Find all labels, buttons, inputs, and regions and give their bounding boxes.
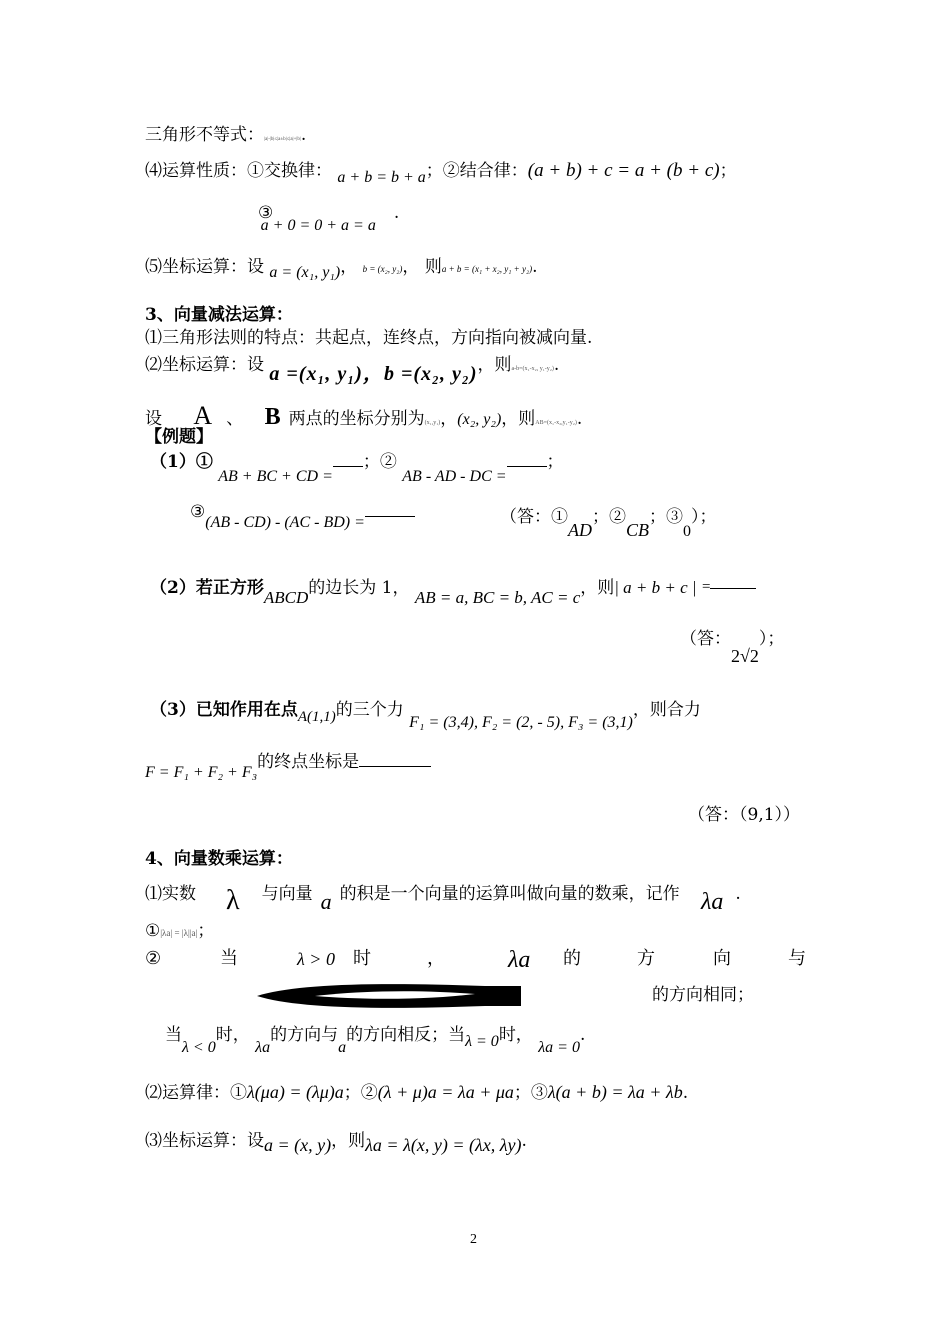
q3-line-2 — [145, 752, 431, 781]
period: . — [682, 1083, 689, 1103]
ans-label: （答：① — [500, 507, 568, 527]
period: . — [553, 355, 560, 375]
formula-faint: |a|-|b|≤|a±b|≤|a|+|b| — [264, 137, 301, 142]
q2-answer — [680, 624, 785, 666]
vector-a-coord: a = (x, y) — [264, 1135, 332, 1155]
scribble-image — [255, 982, 525, 1010]
same-direction-text: 的方向相同； — [652, 985, 754, 1005]
coordinate-sub-line — [145, 352, 560, 385]
magnitude-formula: |λa| = |λ||a| — [160, 928, 198, 938]
law-1: λ(μa) = (λμ)a — [247, 1082, 344, 1102]
q3-label: （3）已知作用在点 — [150, 700, 298, 720]
vector-a: a — [338, 1039, 347, 1056]
circled-1: ① — [145, 921, 161, 941]
lambda-positive: λ > 0 — [297, 949, 335, 969]
label: 的方向与 — [270, 1025, 339, 1045]
resultant-force: F = F₁ + F₂ + F₃ — [145, 764, 258, 781]
ab-faint: AB=(x₁-x₂,y₁-y₂) — [535, 420, 577, 426]
label: ，则 — [580, 578, 615, 598]
period: . — [532, 257, 538, 277]
punct: ；③ — [649, 507, 684, 527]
period: . — [393, 203, 400, 223]
period: . — [300, 125, 307, 145]
period: . — [579, 1025, 586, 1045]
word-dir2: 向 — [713, 948, 731, 969]
word-of: 的 — [563, 948, 581, 969]
punct: ， — [340, 257, 358, 277]
label: ，则合力 — [632, 700, 701, 720]
word-time: 时 — [353, 948, 371, 969]
q1-expr-1: AB + BC + CD = — [218, 468, 333, 485]
associative-formula: (a + b) + c = a + (b + c) — [527, 160, 720, 181]
label: 当 — [165, 1025, 182, 1045]
label: 两点的坐标分别为 — [288, 409, 425, 429]
ans-label: （答： — [680, 629, 731, 649]
label: ⑸坐标运算：设 — [145, 257, 264, 277]
word-dir1: 方 — [637, 948, 655, 969]
vector-a: a — [320, 889, 332, 914]
period: . — [576, 409, 583, 429]
q1-line-3 — [190, 502, 415, 531]
forces: F₁ = (3,4), F₂ = (2, - 5), F₃ = (3,1) — [409, 714, 633, 731]
vector-b-coord: b = (x₂, y₂) — [362, 264, 403, 274]
ans-3: 0 — [683, 523, 692, 540]
scalar-coord-formula: λa = λ(x, y) = (λx, λy) — [365, 1135, 522, 1155]
punct: ， — [440, 409, 458, 429]
section-3-title: 3、向量减法运算： — [145, 305, 293, 325]
ans-1: AD — [568, 520, 592, 540]
q3-line — [150, 700, 701, 731]
q1-line — [150, 452, 564, 485]
label: ；③ — [513, 1083, 548, 1103]
punct: ；② — [362, 452, 397, 472]
coordinate-add-line — [145, 257, 538, 281]
lambda-a: λa — [508, 947, 531, 973]
sep: 、 — [226, 409, 244, 429]
label: ⑶坐标运算：设 — [145, 1131, 264, 1151]
label: 的积是一个向量的运算叫做向量的数乘，记作 — [339, 884, 680, 904]
law-2: (λ + μ)a = λa + μa — [377, 1082, 514, 1102]
point-a: A — [193, 401, 213, 430]
punct: ； — [719, 161, 737, 181]
lambda-a: λa — [700, 889, 724, 915]
commutative-formula: a + b = b + a — [337, 169, 426, 186]
label: 的三个力 — [335, 700, 404, 720]
point-b: B — [264, 404, 281, 430]
q1-expr-2: AB - AD - DC = — [402, 468, 507, 485]
blank-q2[interactable] — [710, 578, 756, 589]
identity-line — [258, 203, 400, 234]
triangle-inequality-line — [145, 125, 306, 145]
page-number: 2 — [470, 1232, 477, 1247]
punct: ；② — [592, 507, 626, 527]
blank-3[interactable] — [365, 502, 415, 517]
period: . — [735, 884, 741, 904]
law-3: λ(a + b) = λa + λb — [547, 1082, 683, 1102]
label: 的终点坐标是 — [257, 752, 360, 772]
circled-2: ② — [145, 948, 162, 969]
punct: ； — [546, 452, 564, 472]
vector-coords: a =(x₁, y₁)，b =(x₂, y₂) — [269, 363, 478, 385]
label: 与向量 — [261, 884, 313, 904]
q2-line — [150, 578, 756, 607]
identity-formula: a + 0 = 0 + a = a — [260, 217, 376, 234]
label: 设 — [145, 409, 162, 429]
blank-q3[interactable] — [359, 752, 431, 767]
q1-label: （1）① — [150, 452, 213, 472]
label: ⑵运算律：① — [145, 1083, 247, 1103]
scalar-def-line — [145, 874, 741, 916]
lambda-negative: λ < 0 — [182, 1039, 216, 1056]
section-4-title: 4、向量数乘运算： — [145, 849, 293, 869]
triangle-rule-line: ⑴三角形法则的特点：共起点，连终点，方向指向被减向量. — [145, 328, 593, 348]
lambda-a: λa — [255, 1039, 271, 1056]
label: ⑴实数 — [145, 884, 196, 904]
lambda-zero: λ = 0 — [465, 1033, 499, 1050]
label: ，则 — [331, 1131, 366, 1151]
coord-faint: (x₁,y₁) — [424, 420, 441, 426]
opposite-direction-line — [165, 1025, 586, 1056]
point-a-coord: A(1,1) — [297, 709, 336, 725]
text: 三角形不等式： — [145, 125, 264, 145]
property-line — [145, 160, 737, 186]
word-when: 当 — [220, 948, 238, 969]
q1-answer — [500, 502, 717, 540]
magnitude-line — [145, 921, 214, 941]
label: 时， — [498, 1025, 533, 1045]
examples-title: 【例题】 — [145, 427, 213, 447]
ans-value: 2√2 — [731, 646, 759, 666]
scalar-coord-line — [145, 1130, 527, 1155]
label: 的边长为 1， — [308, 578, 410, 598]
sum-coord: a + b = (x₁ + x₂, y₁ + y₂) — [441, 264, 533, 274]
laws-line — [145, 1082, 688, 1104]
circled-3: ③ — [190, 502, 206, 522]
label: 的方向相反；当 — [346, 1025, 466, 1045]
circled-3: ③ — [258, 203, 274, 223]
punct: ； — [197, 921, 215, 941]
word-with: 与 — [788, 948, 806, 969]
punct: ）； — [758, 629, 785, 649]
q2-given: AB = a, BC = b, AC = c — [414, 588, 581, 607]
label: 时， — [215, 1025, 250, 1045]
blank-2[interactable] — [507, 452, 547, 467]
blank-1[interactable] — [333, 452, 363, 467]
q1-expr-3: (AB - CD) - (AC - BD) = — [205, 514, 365, 531]
ans-2: CB — [626, 520, 650, 540]
label: ⑵坐标运算：设 — [145, 355, 264, 375]
comma: ， — [427, 948, 445, 969]
q3-answer: （答：（9,1）） — [688, 805, 801, 825]
q2-expr: | a + b + c | — [614, 578, 697, 597]
difference-faint: a-b=(x₁-x₂, y₁-y₂) — [511, 366, 554, 372]
label: ⑷运算性质：①交换律： — [145, 161, 332, 181]
square-name: ABCD — [263, 588, 309, 607]
period: . — [521, 1131, 527, 1151]
label: ，则 — [501, 409, 536, 429]
label: ， 则 — [402, 257, 442, 277]
punct: ）； — [691, 507, 717, 527]
label: ；② — [343, 1083, 378, 1103]
equals: = — [702, 579, 711, 595]
q2-label: （2）若正方形 — [150, 578, 264, 598]
label: ，则 — [477, 355, 512, 375]
zero-vector: λa = 0 — [538, 1039, 580, 1056]
vector-a-coord: a = (x₁, y₁) — [269, 264, 341, 281]
label: ；②结合律： — [425, 161, 528, 181]
coord-b: (x₂, y₂) — [457, 411, 502, 428]
lambda: λ — [226, 885, 240, 916]
